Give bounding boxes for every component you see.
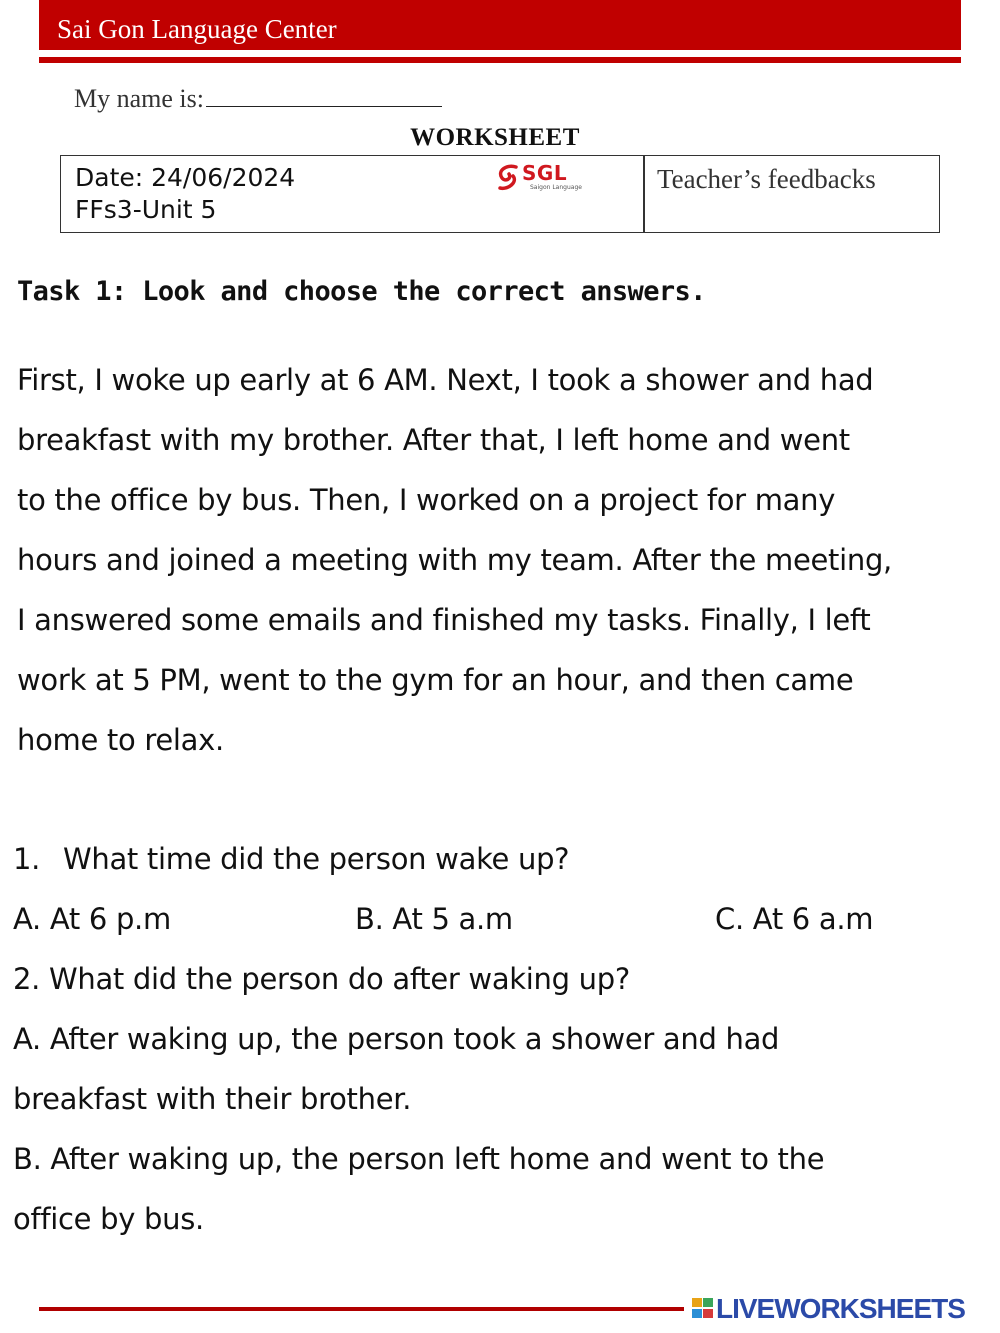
question-1-options <box>13 899 973 939</box>
name-field <box>74 82 442 114</box>
name-blank[interactable] <box>206 82 442 107</box>
header-title: Sai Gon Language Center <box>57 14 337 44</box>
logo-subtext: Saigon Language <box>530 184 582 191</box>
question-text: What time did the person wake up? <box>63 842 570 876</box>
unit-text: FFs3-Unit 5 <box>75 195 217 224</box>
logo-text: SGL <box>522 161 568 185</box>
passage-line: hours and joined a meeting with my team. After the meeting, <box>17 543 892 577</box>
question-2-option-a[interactable]: A. After waking up, the person took a shower and had <box>13 1022 780 1056</box>
option-b[interactable]: B. At 5 a.m <box>355 902 513 936</box>
liveworksheets-text: LIVEWORKSHEETS <box>716 1293 965 1324</box>
question-2: 2. What did the person do after waking up? <box>13 962 630 996</box>
passage-line: I answered some emails and finished my tasks. Finally, I left <box>17 603 871 637</box>
passage-line: work at 5 PM, went to the gym for an hour, and then came <box>17 663 854 697</box>
sgl-logo-icon <box>494 162 524 192</box>
task-title: Task 1: Look and choose the correct answers. <box>17 276 706 307</box>
footer-divider <box>39 1307 684 1311</box>
reading-passage <box>17 350 992 770</box>
worksheet-title: WORKSHEET <box>410 124 580 151</box>
date-text: Date: 24/06/2024 <box>75 163 296 192</box>
liveworksheets-logo <box>692 1293 992 1323</box>
question-1 <box>13 839 569 879</box>
table-divider <box>643 156 645 232</box>
option-a[interactable]: A. At 6 p.m <box>13 902 171 936</box>
question-2-option-b-cont[interactable]: office by bus. <box>13 1202 204 1236</box>
name-label: My name is: <box>74 84 204 113</box>
liveworksheets-icon <box>692 1296 714 1320</box>
sgl-logo <box>494 162 589 192</box>
question-2-option-a-cont[interactable]: breakfast with their brother. <box>13 1082 412 1116</box>
question-number: 1. <box>13 842 41 876</box>
header-divider <box>39 57 961 63</box>
passage-line: breakfast with my brother. After that, I left home and went <box>17 423 850 457</box>
question-2-option-b[interactable]: B. After waking up, the person left home and went to the <box>13 1142 825 1176</box>
passage-line: home to relax. <box>17 723 224 757</box>
passage-line: First, I woke up early at 6 AM. Next, I took a shower and had <box>17 363 874 397</box>
info-table <box>60 155 940 233</box>
passage-line: to the office by bus. Then, I worked on a project for many <box>17 483 836 517</box>
option-c[interactable]: C. At 6 a.m <box>715 902 874 936</box>
header-bar <box>39 0 961 50</box>
teacher-feedback-label: Teacher’s feedbacks <box>657 164 876 194</box>
